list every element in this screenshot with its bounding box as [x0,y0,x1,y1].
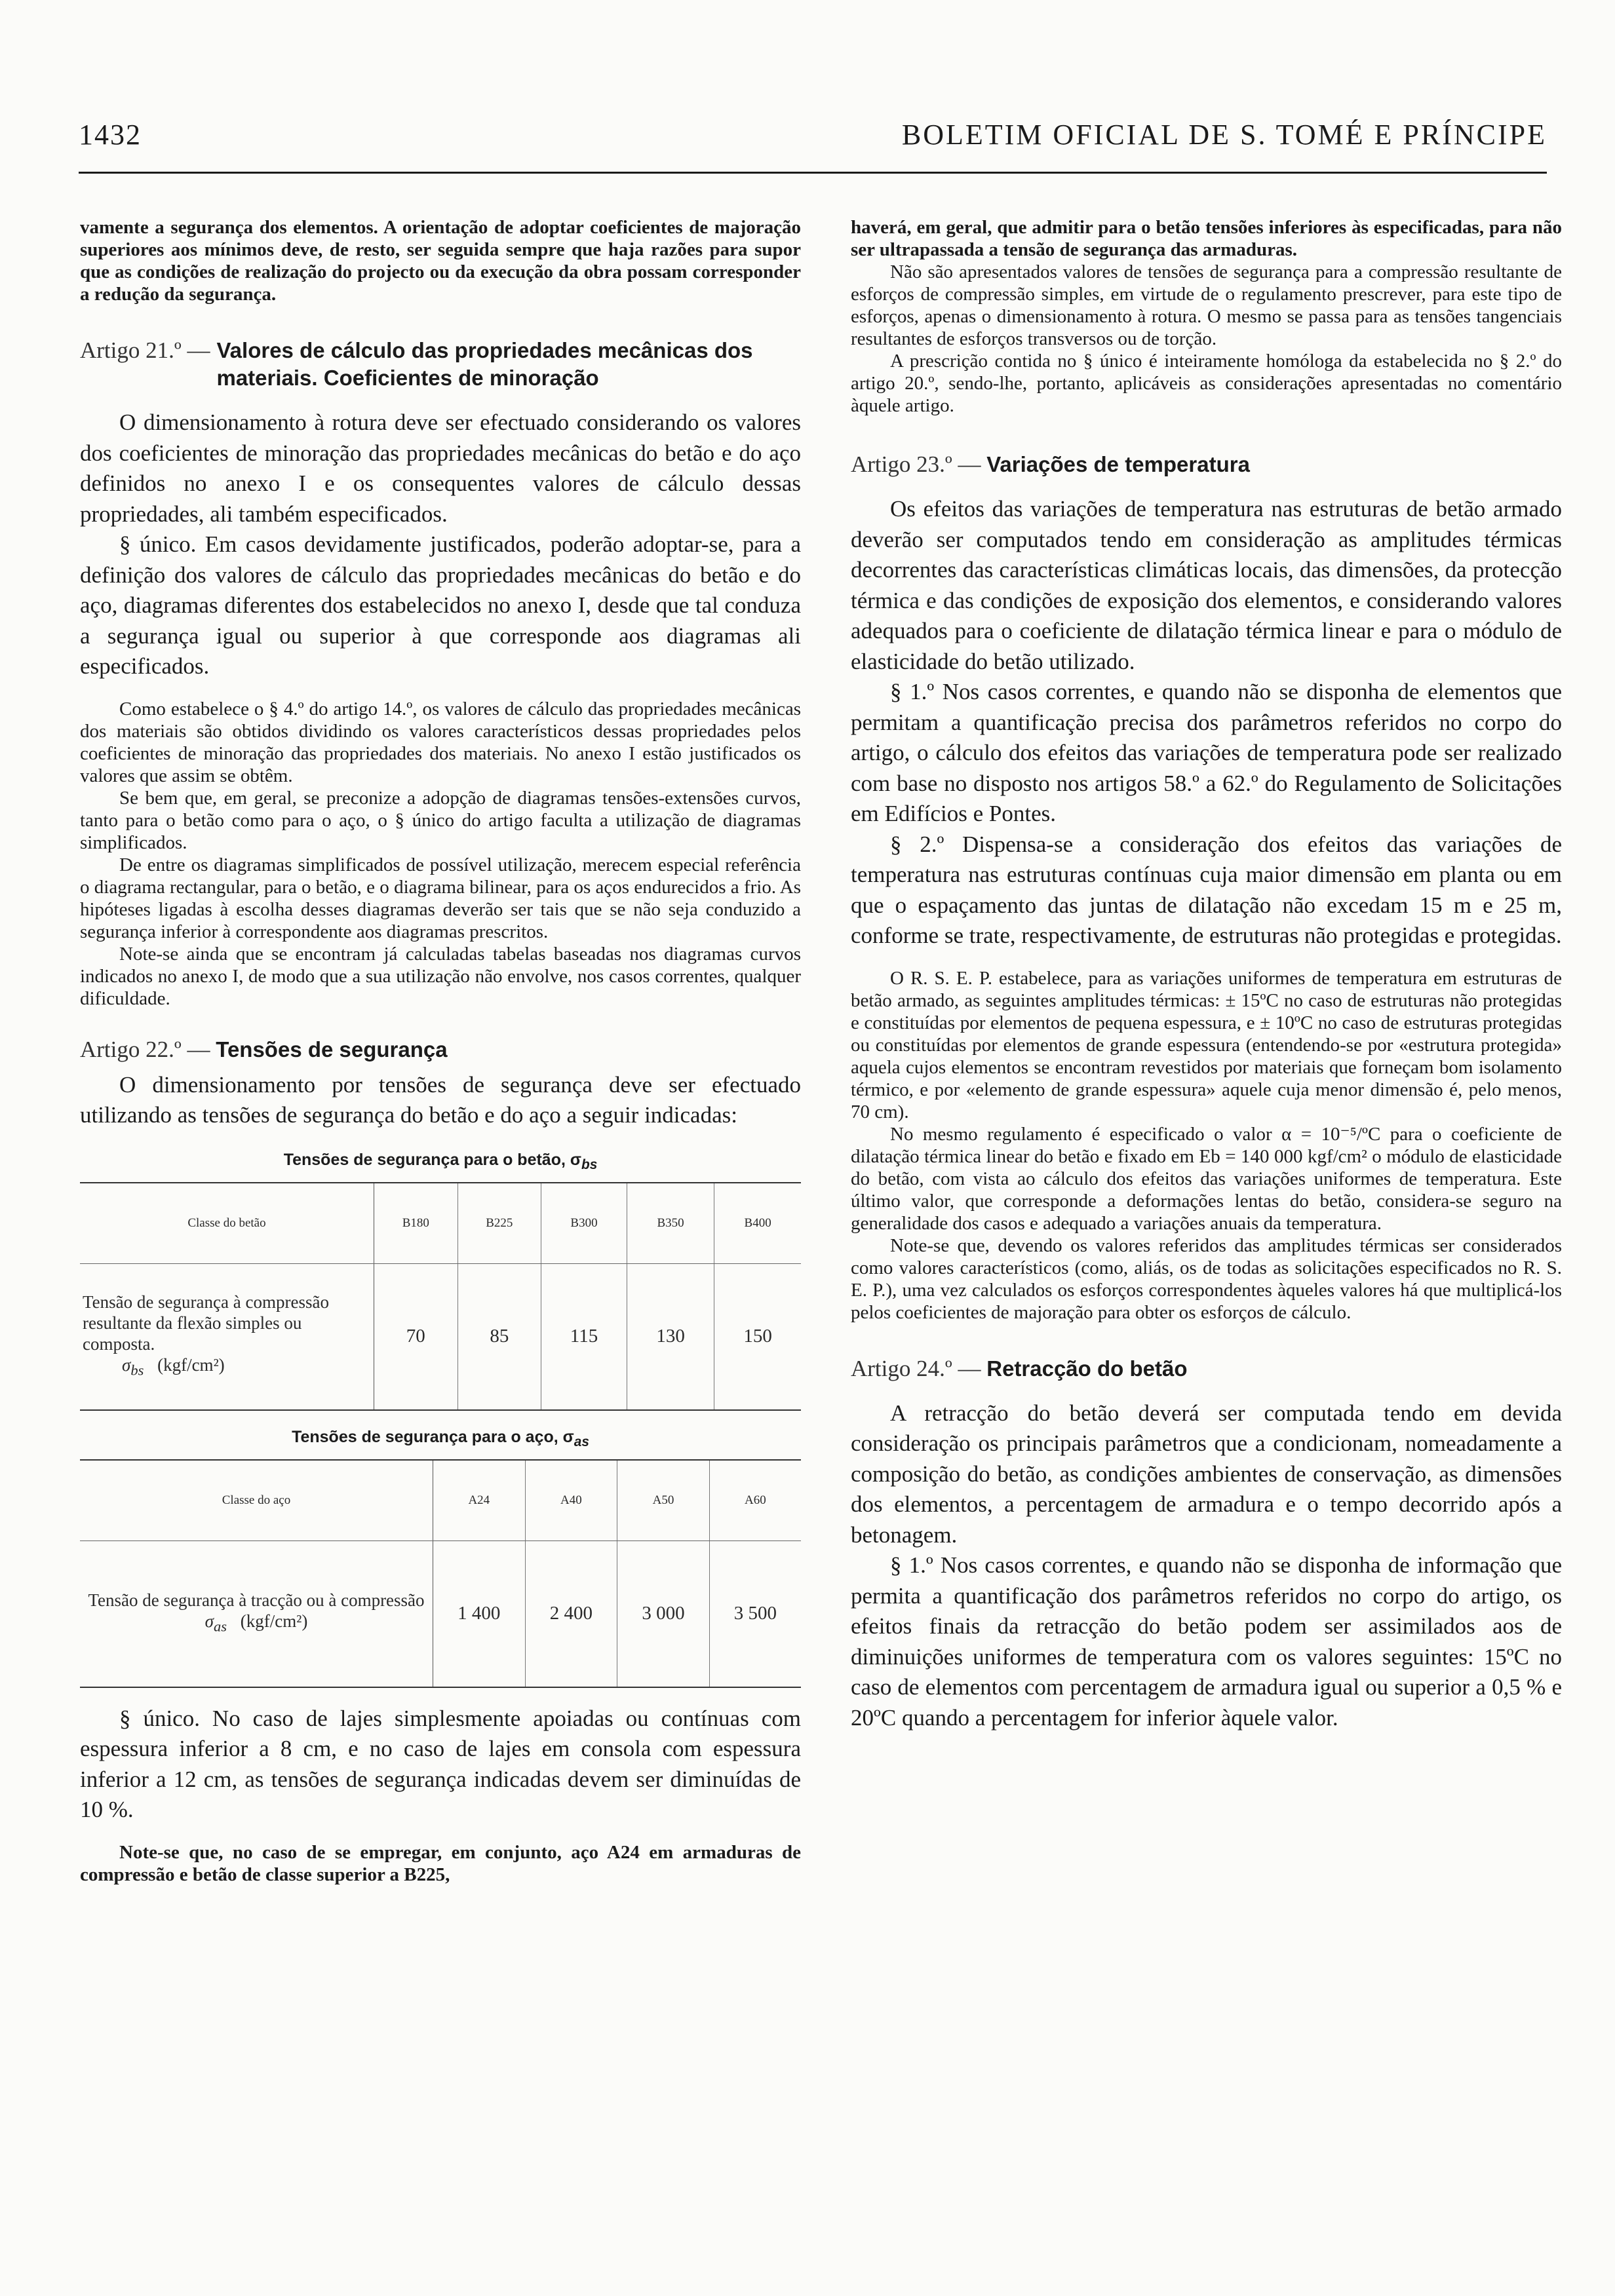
article-23-title: Variações de temperatura [986,452,1250,476]
table-cell: 70 [374,1263,458,1410]
commentary-22-3: Não são apresentados valores de tensões de segurança para a compressão resultante de esforços de compressão simples, em virtude de o regulamento prescrever, para este tipo de esforços, apenas o dimensionamento à rotura. O mesmo se passa para as tensões tangenciais resultantes de esforços transversos ou de torção. [851,261,1562,349]
intro-paragraph: vamente a segurança dos elementos. A orientação de adoptar coeficientes de majoração superiores aos mínimos deve, de resto, ser seguida sempre que haja razões para supor que as condições de realização do projecto ou da execução da obra possam corresponder a redução da segurança. [80,217,801,305]
article-23-label: Artigo 23.º — [851,451,981,477]
article-22-body: O dimensionamento por tensões de segurança deve ser efectuado utilizando as tensões de segurança do betão e do aço a seguir indicadas: [80,1071,801,1128]
table-cell: 130 [627,1263,714,1410]
concrete-stress-table [80,1182,801,1411]
commentary-22-2: haverá, em geral, que admitir para o betão tensões inferiores às especificadas, para não ser ultrapassada a tensão de segurança das armaduras. [851,217,1562,260]
table-cell: 150 [714,1263,801,1410]
article-23-paragraph-2: § 2.º Dispensa-se a consideração dos efeitos das variações de temperatura nas estruturas contínuas cuja maior dimensão em planta ou em que o espaçamento das juntas de dilatação não excedam 15 m e 25 m, conforme se trate, respectivamente, de estruturas não protegidas e protegidas. [851,831,1562,948]
page-number: 1432 [79,119,142,151]
table-header-cell: B300 [541,1183,627,1264]
table-cell: 3 000 [617,1540,710,1687]
table-header-cell: B180 [374,1183,458,1264]
table-header-cell: B400 [714,1183,801,1264]
concrete-table-title: Tensões de segurança para o betão, $\sigma_{bs}$ [283,1150,598,1172]
table-cell: 3 500 [709,1540,801,1687]
table-cell: 115 [541,1263,627,1410]
article-23-heading [851,451,1562,478]
table-header-cell: A50 [617,1460,710,1541]
article-24-title: Retracção do betão [986,1356,1188,1381]
header-rule [79,172,1547,174]
article-22-sole-paragraph: § único. No caso de lajes simplesmente apoiadas ou contínuas com espessura inferior a 8 cm, e no caso de lajes em consola com espessura inferior a 12 cm, as tensões de segurança indicadas devem ser diminuídas de 10 %. [80,1705,801,1822]
article-24-paragraph-1: § 1.º Nos casos correntes, e quando não se disponha de informação que permita a quantificação dos parâmetros referidos no corpo do artigo, os efeitos finais da retracção do betão podem ser assimilados aos de diminuições uniformes de temperatura com os valores seguintes: 15ºC no caso de elementos com percentagem de armadura igual ou superior a 0,5 % e 20ºC quando a percentagem for inferior àquele valor. [851,1552,1562,1731]
commentary-23-1: O R. S. E. P. estabelece, para as variações uniformes de temperatura em estruturas de betão armado, as seguintes amplitudes térmicas: ± 15ºC no caso de estruturas não protegidas e constituídas por elementos de pequena espessura, e ± 10ºC no caso de estruturas protegidas ou constituídas por elementos de grande espessura (entendendo-se por «estrutura protegida» aquela cujos elementos se encontram revestidos por materiais que forneçam bom isolamento térmico, e por «elemento de grande espessura» aquele cuja menor dimensão é, pelo menos, 70 cm). [851,967,1562,1122]
steel-stress-table [80,1459,801,1688]
table-row [80,1540,801,1687]
table-cell: 85 [457,1263,541,1410]
article-24-label: Artigo 24.º — [851,1355,981,1381]
article-23-body: Os efeitos das variações de temperatura nas estruturas de betão armado deverão ser computados tendo em consideração as amplitudes térmicas decorrentes das características climáticas locais, das dimensões, da protecção térmica e das condições de exposição dos elementos, e considerando valores adequados para o coeficiente de dilatação térmica linear e para o módulo de elasticidade do betão utilizado. [851,496,1562,674]
commentary-22-1: Note-se que, no caso de se empregar, em conjunto, aço A24 em armaduras de compressão e betão de classe superior a B225, [80,1841,801,1885]
concrete-row-label: Tensão de segurança à compressão resultante da flexão simples ou composta. $\sigma_{bs}$ (kgf/cm²) [80,1263,374,1410]
article-22-heading [80,1036,801,1063]
page-header [79,118,1547,164]
commentary-21-1: Como estabelece o § 4.º do artigo 14.º, os valores de cálculo das propriedades mecânicas dos materiais são obtidos dividindo os valores característicos dessas propriedades pelos coeficientes de minoração das propriedades dos materiais. No anexo I estão justificados os valores que assim se obtêm. [80,698,801,786]
commentary-21-3: De entre os diagramas simplificados de possível utilização, merecem especial referência o diagrama rectangular, para o betão, e o diagrama bilinear, para os aços endurecidos a frio. As hipóteses ligadas à escolha desses diagramas deverão ser tais que se não seja conduzido a segurança inferior à correspondente aos diagramas prescritos. [80,854,801,942]
table-header-row [80,1183,801,1264]
article-21-sole-paragraph: § único. Em casos devidamente justificados, poderão adoptar-se, para a definição dos valores de cálculo das propriedades mecânicas do betão e do aço, diagramas diferentes dos estabelecidos no anexo I, desde que tal conduza a segurança igual ou superior à que corresponde aos diagramas ali especificados. [80,531,801,679]
commentary-21-4: Note-se ainda que se encontram já calculadas tabelas baseadas nos diagramas curvos indicados no anexo I, de modo que a sua utilização não envolve, nos casos correntes, qualquer dificuldade. [80,943,801,1009]
article-21-label: Artigo 21.º — [80,337,210,363]
left-column [80,216,801,1886]
table-header-cell: A60 [709,1460,801,1541]
steel-table-title: Tensões de segurança para o aço, $\sigma_{as}$ [292,1427,589,1449]
article-21-body: O dimensionamento à rotura deve ser efectuado considerando os valores dos coeficientes de minoração das propriedades mecânicas do betão e do aço definidos no anexo I e os consequentes valores de cálculo dessas propriedades, ali também especificados. [80,410,801,527]
table-header-cell: B350 [627,1183,714,1264]
article-21-title: Valores de cálculo das propriedades mecânicas dos materiais. Coeficientes de minoração [216,338,753,390]
commentary-22-4: A prescrição contida no § único é inteiramente homóloga da estabelecida no § 2.º do artigo 20.º, sendo-lhe, portanto, aplicáveis as considerações apresentadas no comentário àquele artigo. [851,351,1562,416]
commentary-23-2: No mesmo regulamento é especificado o valor α = 10⁻⁵/ºC para o coeficiente de dilatação térmica linear do betão e fixado em Eb = 140 000 kgf/cm² o módulo de elasticidade do betão, com vista ao cálculo dos efeitos das variações uniformes de temperatura. Este último valor, que corresponde a deformações lentas do betão, considera-se seguro na generalidade dos casos e adequado a variações anuais da temperatura. [851,1123,1562,1234]
concrete-class-header: Classe do betão [80,1183,374,1264]
steel-row-label: Tensão de segurança à tracção ou à compressão $\sigma_{as}$ (kgf/cm²) [80,1540,433,1687]
article-23-paragraph-1: § 1.º Nos casos correntes, e quando não se disponha de elementos que permitam a quantificação precisa dos parâmetros referidos no corpo do artigo, o cálculo dos efeitos das variações de temperatura pode ser realizado com base no disposto nos artigos 58.º a 62.º do Regulamento de Solicitações em Edifícios e Pontes. [851,679,1562,826]
steel-class-header: Classe do aço [80,1460,433,1541]
article-22-title: Tensões de segurança [216,1037,448,1062]
table-header-cell: B225 [457,1183,541,1264]
article-21-heading [80,337,801,392]
article-24-heading [851,1355,1562,1383]
running-title: BOLETIM OFICIAL DE S. TOMÉ E PRÍNCIPE [901,119,1547,151]
table-row [80,1263,801,1410]
table-cell: 1 400 [433,1540,526,1687]
article-24-body: A retracção do betão deverá ser computada tendo em devida consideração os principais parâmetros que a condicionam, nomeadamente a composição do betão, as condições ambientes de conservação, as dimensões dos elementos, a percentagem de armadura e o tempo decorrido após a betonagem. [851,1400,1562,1548]
table-cell: 2 400 [525,1540,617,1687]
article-22-label: Artigo 22.º — [80,1036,210,1062]
table-header-cell: A24 [433,1460,526,1541]
commentary-21-2: Se bem que, em geral, se preconize a adopção de diagramas tensões-extensões curvos, tanto para o betão como para o aço, o § único do artigo faculta a utilização de diagramas simplificados. [80,787,801,853]
commentary-23-3: Note-se que, devendo os valores referidos das amplitudes térmicas ser considerados como valores característicos (como, aliás, os de todas as solicitações especificados no R. S. E. P.), uma vez calculados os esforços correspondentes àqueles valores há que multiplicá-los pelos coeficientes de majoração para obter os esforços de cálculo. [851,1234,1562,1323]
table-header-cell: A40 [525,1460,617,1541]
table-header-row [80,1460,801,1541]
right-column [851,216,1562,1733]
